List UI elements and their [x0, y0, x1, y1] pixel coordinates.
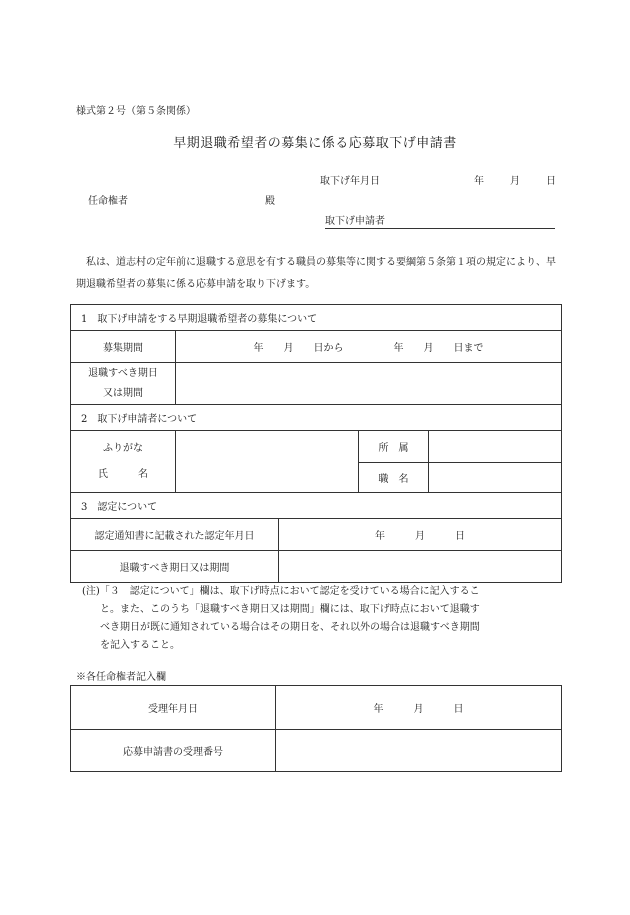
position-label: 職 名 — [359, 463, 429, 493]
name-label-cell — [71, 431, 176, 493]
name-label: 氏 名 — [98, 468, 148, 480]
form-number: 様式第２号（第５条関係） — [76, 106, 196, 117]
recruitment-period-label: 募集期間 — [71, 331, 176, 363]
retirement-date-label — [71, 363, 176, 405]
furigana-label: ふりがな — [103, 442, 143, 454]
receipt-number-field[interactable] — [276, 730, 562, 772]
section1-heading: 1 取下げ申請をする早期退職希望者の募集について — [71, 305, 562, 331]
application-table — [70, 304, 562, 583]
position-field[interactable] — [429, 463, 562, 493]
certified-retirement-label: 退職すべき期日又は期間 — [71, 551, 279, 583]
document-title: 早期退職希望者の募集に係る応募取下げ申請書 — [173, 136, 457, 151]
section2-heading: 2 取下げ申請者について — [71, 405, 562, 431]
withdrawal-date-year: 年 — [474, 176, 484, 187]
applicant-label: 取下げ申請者 — [325, 216, 385, 227]
certification-date-value: 年 月 日 — [279, 519, 562, 551]
withdrawal-date-month: 月 — [510, 176, 520, 187]
affiliation-field[interactable] — [429, 431, 562, 463]
retirement-date-field[interactable] — [176, 363, 562, 405]
certification-date-label: 認定通知書に記載された認定年月日 — [71, 519, 279, 551]
note-line-1: (注)「３ 認定について」欄は、取下げ時点において認定を受けている場合に記入するこ — [82, 586, 480, 597]
section3-heading: 3 認定について — [71, 493, 562, 519]
request-statement: 私は、道志村の定年前に退職する意思を有する職員の募集等に関する要綱第５条第１項の規定により、早期退職希望者の募集に係る応募申請を取り下げます。 — [76, 257, 556, 290]
affiliation-label: 所 属 — [359, 431, 429, 463]
name-field[interactable] — [176, 431, 359, 493]
addressee-honorific: 殿 — [265, 196, 275, 207]
recruitment-period-value: 年 月 日から 年 月 日まで — [176, 331, 562, 363]
authority-table — [70, 685, 562, 772]
retirement-date-label-line2: 又は期間 — [103, 387, 143, 399]
received-date-label: 受理年月日 — [71, 686, 276, 730]
note — [82, 583, 562, 655]
addressee-label: 任命権者 — [88, 196, 128, 207]
certified-retirement-field[interactable] — [279, 551, 562, 583]
note-line-2: と。また、このうち「退職すべき期日又は期間」欄には、取下げ時点において退職す — [100, 604, 480, 615]
note-line-4: を記入すること。 — [100, 640, 180, 651]
authority-section-label: ※各任命権者記入欄 — [76, 672, 166, 683]
retirement-date-label-line1: 退職すべき期日 — [88, 367, 158, 379]
receipt-number-label: 応募申請書の受理番号 — [71, 730, 276, 772]
received-date-value: 年 月 日 — [276, 686, 562, 730]
withdrawal-date-label: 取下げ年月日 — [320, 176, 380, 187]
applicant-signature-line — [325, 212, 555, 229]
withdrawal-date-day: 日 — [546, 176, 556, 187]
note-line-3: べき期日が既に通知されている場合はその期日を、それ以外の場合は退職すべき期間 — [100, 622, 480, 633]
